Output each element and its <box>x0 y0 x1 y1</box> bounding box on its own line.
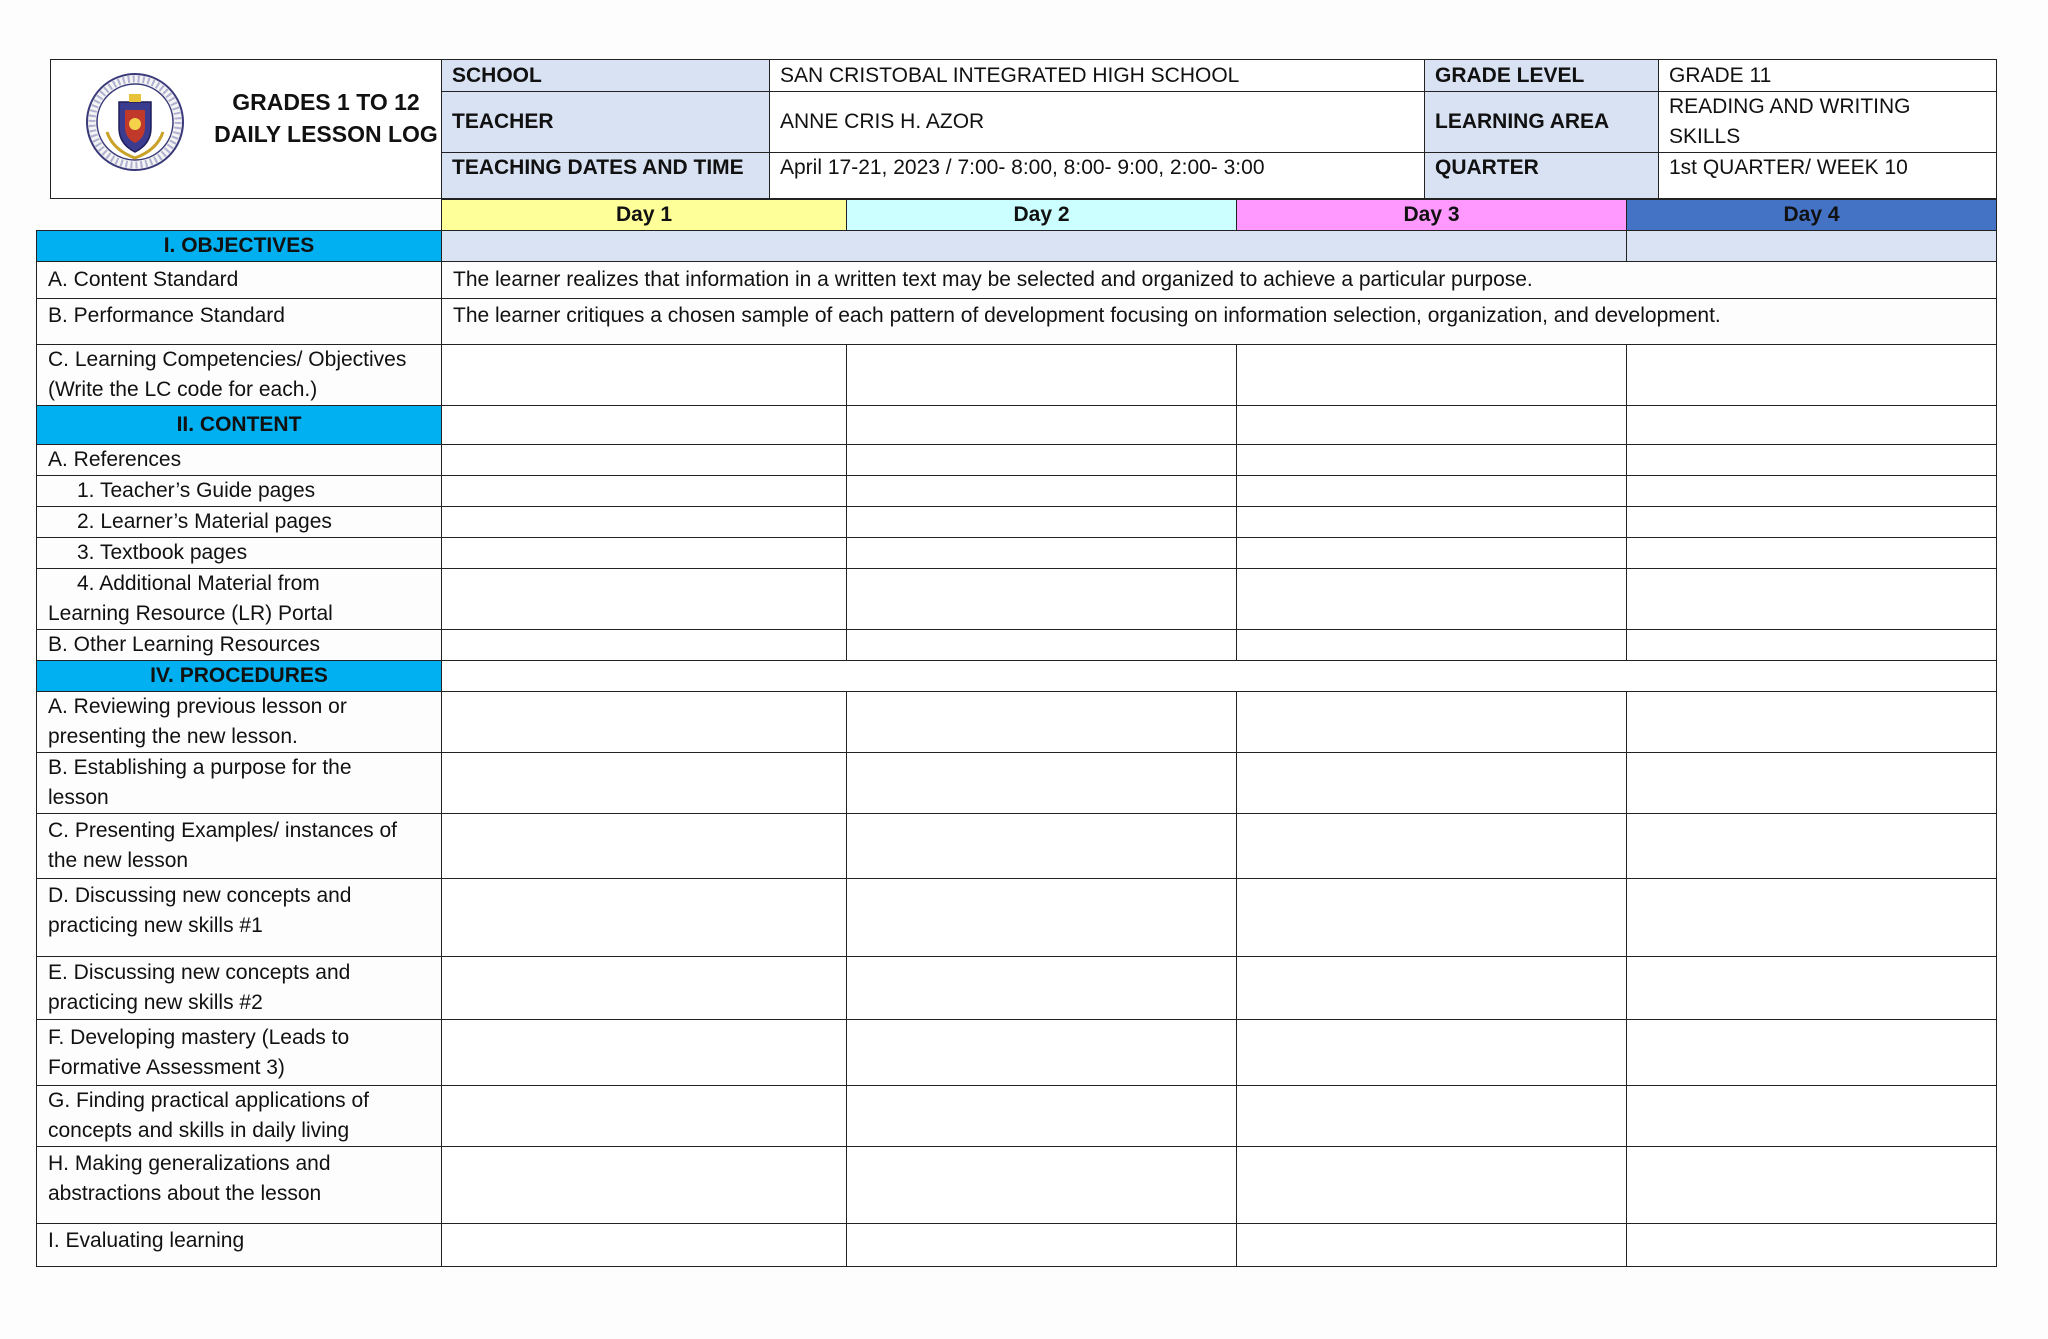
day-2-header: Day 2 <box>847 200 1237 231</box>
procedure-e-line2: practicing new skills #2 <box>48 991 263 1014</box>
quarter-label: QUARTER <box>1425 153 1659 199</box>
procedure-d-line2: practicing new skills #1 <box>48 914 263 937</box>
form-title <box>201 86 442 150</box>
procedure-c-day2-cell[interactable] <box>847 814 1237 879</box>
procedure-g-day3-cell[interactable] <box>1237 1086 1627 1147</box>
procedure-h-label <box>37 1147 442 1224</box>
procedure-f-line2: Formative Assessment 3) <box>48 1055 285 1079</box>
procedure-f-day4-cell[interactable] <box>1627 1020 1997 1086</box>
procedure-f-label <box>37 1020 442 1086</box>
procedure-b-line2: lesson <box>48 786 109 809</box>
procedure-c-day1-cell[interactable] <box>442 814 847 879</box>
tg-day1-cell[interactable] <box>442 476 847 507</box>
procedure-h-line1: H. Making generalizations and <box>48 1152 331 1175</box>
textbook-pages-label: 3. Textbook pages <box>37 538 442 569</box>
lm-day1-cell[interactable] <box>442 507 847 538</box>
section-content: II. CONTENT <box>37 406 442 445</box>
tb-day1-cell[interactable] <box>442 538 847 569</box>
day-4-header: Day 4 <box>1627 200 1997 231</box>
teacher-value: ANNE CRIS H. AZOR <box>770 92 1425 153</box>
day-3-header: Day 3 <box>1237 200 1627 231</box>
procedure-i-day4-cell[interactable] <box>1627 1224 1997 1267</box>
procedure-b-day2-cell[interactable] <box>847 753 1237 814</box>
lm-day3-cell[interactable] <box>1237 507 1627 538</box>
procedure-d-line1: D. Discussing new concepts and <box>48 884 352 907</box>
procedure-f-day2-cell[interactable] <box>847 1020 1237 1086</box>
procedure-b-line1: B. Establishing a purpose for the <box>48 756 352 779</box>
teaching-dates-label: TEACHING DATES AND TIME <box>442 153 770 199</box>
other-resources-label: B. Other Learning Resources <box>37 630 442 661</box>
procedure-g-line2: concepts and skills in daily living <box>48 1119 350 1142</box>
procedure-i-day3-cell[interactable] <box>1237 1224 1627 1267</box>
competencies-label-line1: C. Learning Competencies/ Objectives <box>48 348 407 371</box>
performance-standard-text[interactable]: The learner critiques a chosen sample of each pattern of development focusing on information selection, organization, and development. <box>442 299 1997 345</box>
procedure-g-day4-cell[interactable] <box>1627 1086 1997 1147</box>
procedure-d-day2-cell[interactable] <box>847 879 1237 957</box>
procedure-c-line2: the new lesson <box>48 849 189 872</box>
procedure-h-day1-cell[interactable] <box>442 1147 847 1224</box>
references-day2-cell[interactable] <box>847 445 1237 476</box>
section-procedures: IV. PROCEDURES <box>37 661 442 692</box>
procedure-i-day2-cell[interactable] <box>847 1224 1237 1267</box>
content-day1-cell[interactable] <box>442 406 847 445</box>
learning-area-label: LEARNING AREA <box>1425 92 1659 153</box>
lm-day2-cell[interactable] <box>847 507 1237 538</box>
references-day3-cell[interactable] <box>1237 445 1627 476</box>
procedure-g-day1-cell[interactable] <box>442 1086 847 1147</box>
references-day1-cell[interactable] <box>442 445 847 476</box>
lm-day4-cell[interactable] <box>1627 507 1997 538</box>
lr-day4-cell[interactable] <box>1627 569 1997 630</box>
procedure-e-day4-cell[interactable] <box>1627 957 1997 1020</box>
procedure-e-day3-cell[interactable] <box>1237 957 1627 1020</box>
grade-level-value: GRADE 11 <box>1659 60 1997 92</box>
procedure-c-label <box>37 814 442 879</box>
procedure-h-day4-cell[interactable] <box>1627 1147 1997 1224</box>
procedure-f-line1: F. Developing mastery (Leads to <box>48 1025 350 1049</box>
procedure-f-day3-cell[interactable] <box>1237 1020 1627 1086</box>
procedure-a-day4-cell[interactable] <box>1627 692 1997 753</box>
procedure-b-label <box>37 753 442 814</box>
procedure-a-day3-cell[interactable] <box>1237 692 1627 753</box>
procedure-c-day3-cell[interactable] <box>1237 814 1627 879</box>
procedure-e-day1-cell[interactable] <box>442 957 847 1020</box>
procedure-i-day1-cell[interactable] <box>442 1224 847 1267</box>
procedure-c-day4-cell[interactable] <box>1627 814 1997 879</box>
grid-corner <box>37 200 442 231</box>
day-1-header: Day 1 <box>442 200 847 231</box>
lr-day1-cell[interactable] <box>442 569 847 630</box>
tg-day2-cell[interactable] <box>847 476 1237 507</box>
competencies-label <box>37 345 442 406</box>
lr-day3-cell[interactable] <box>1237 569 1627 630</box>
competencies-label-line2: (Write the LC code for each.) <box>48 378 318 401</box>
header-logo-cell <box>51 60 442 199</box>
content-day2-cell[interactable] <box>847 406 1237 445</box>
lr-portal-label-line1: 4. Additional Material from <box>77 572 320 595</box>
lesson-log-grid <box>36 199 1997 1267</box>
form-title-line1: GRADES 1 TO 12 <box>232 89 420 115</box>
competencies-day2-cell[interactable] <box>847 345 1237 406</box>
procedure-b-day3-cell[interactable] <box>1237 753 1627 814</box>
teacher-label: TEACHER <box>442 92 770 153</box>
school-label: SCHOOL <box>442 60 770 92</box>
procedure-f-day1-cell[interactable] <box>442 1020 847 1086</box>
procedure-e-label <box>37 957 442 1020</box>
procedure-d-day4-cell[interactable] <box>1627 879 1997 957</box>
procedure-g-day2-cell[interactable] <box>847 1086 1237 1147</box>
grade-level-label: GRADE LEVEL <box>1425 60 1659 92</box>
competencies-day1-cell[interactable] <box>442 345 847 406</box>
procedure-g-label <box>37 1086 442 1147</box>
tb-day4-cell[interactable] <box>1627 538 1997 569</box>
content-standard-label: A. Content Standard <box>37 262 442 299</box>
header-table <box>50 59 1997 199</box>
other-day2-cell[interactable] <box>847 630 1237 661</box>
other-day4-cell[interactable] <box>1627 630 1997 661</box>
tb-day3-cell[interactable] <box>1237 538 1627 569</box>
school-value: SAN CRISTOBAL INTEGRATED HIGH SCHOOL <box>770 60 1425 92</box>
content-standard-text[interactable]: The learner realizes that information in a written text may be selected and organized to achieve a particular purpose. <box>442 262 1997 299</box>
procedure-d-day3-cell[interactable] <box>1237 879 1627 957</box>
procedure-a-label <box>37 692 442 753</box>
competencies-day3-cell[interactable] <box>1237 345 1627 406</box>
procedure-d-day1-cell[interactable] <box>442 879 847 957</box>
lr-portal-label <box>37 569 442 630</box>
objectives-fill-day-4 <box>1627 231 1997 262</box>
learning-area-value: READING AND WRITING SKILLS <box>1659 92 1997 153</box>
learners-material-label: 2. Learner’s Material pages <box>37 507 442 538</box>
other-day3-cell[interactable] <box>1237 630 1627 661</box>
lr-portal-label-line2: Learning Resource (LR) Portal <box>48 602 333 625</box>
tb-day2-cell[interactable] <box>847 538 1237 569</box>
procedure-d-label <box>37 879 442 957</box>
procedures-span-cell[interactable] <box>442 661 1997 692</box>
procedure-h-day2-cell[interactable] <box>847 1147 1237 1224</box>
tg-day4-cell[interactable] <box>1627 476 1997 507</box>
procedure-a-line1: A. Reviewing previous lesson or <box>48 695 347 718</box>
procedure-b-day4-cell[interactable] <box>1627 753 1997 814</box>
teaching-dates-value: April 17-21, 2023 / 7:00- 8:00, 8:00- 9:00, 2:00- 3:00 <box>770 153 1425 199</box>
section-objectives: I. OBJECTIVES <box>37 231 442 262</box>
procedure-i-label: I. Evaluating learning <box>37 1224 442 1267</box>
objectives-fill-days-1-3 <box>442 231 1627 262</box>
content-day3-cell[interactable] <box>1237 406 1627 445</box>
procedure-a-line2: presenting the new lesson. <box>48 725 298 748</box>
procedure-b-day1-cell[interactable] <box>442 753 847 814</box>
content-day4-cell[interactable] <box>1627 406 1997 445</box>
tg-day3-cell[interactable] <box>1237 476 1627 507</box>
references-day4-cell[interactable] <box>1627 445 1997 476</box>
form-title-line2: DAILY LESSON LOG <box>214 121 438 147</box>
procedure-a-day2-cell[interactable] <box>847 692 1237 753</box>
procedure-e-day2-cell[interactable] <box>847 957 1237 1020</box>
procedure-g-line1: G. Finding practical applications of <box>48 1089 369 1112</box>
procedure-e-line1: E. Discussing new concepts and <box>48 961 351 984</box>
teachers-guide-label: 1. Teacher’s Guide pages <box>37 476 442 507</box>
other-day1-cell[interactable] <box>442 630 847 661</box>
procedure-c-line1: C. Presenting Examples/ instances of <box>48 819 398 842</box>
deped-seal-icon <box>85 72 185 172</box>
references-label: A. References <box>37 445 442 476</box>
procedure-h-line2: abstractions about the lesson <box>48 1182 322 1205</box>
procedure-h-day3-cell[interactable] <box>1237 1147 1627 1224</box>
quarter-value: 1st QUARTER/ WEEK 10 <box>1659 153 1997 199</box>
performance-standard-label: B. Performance Standard <box>37 299 442 345</box>
lr-day2-cell[interactable] <box>847 569 1237 630</box>
procedure-a-day1-cell[interactable] <box>442 692 847 753</box>
competencies-day4-cell[interactable] <box>1627 345 1997 406</box>
